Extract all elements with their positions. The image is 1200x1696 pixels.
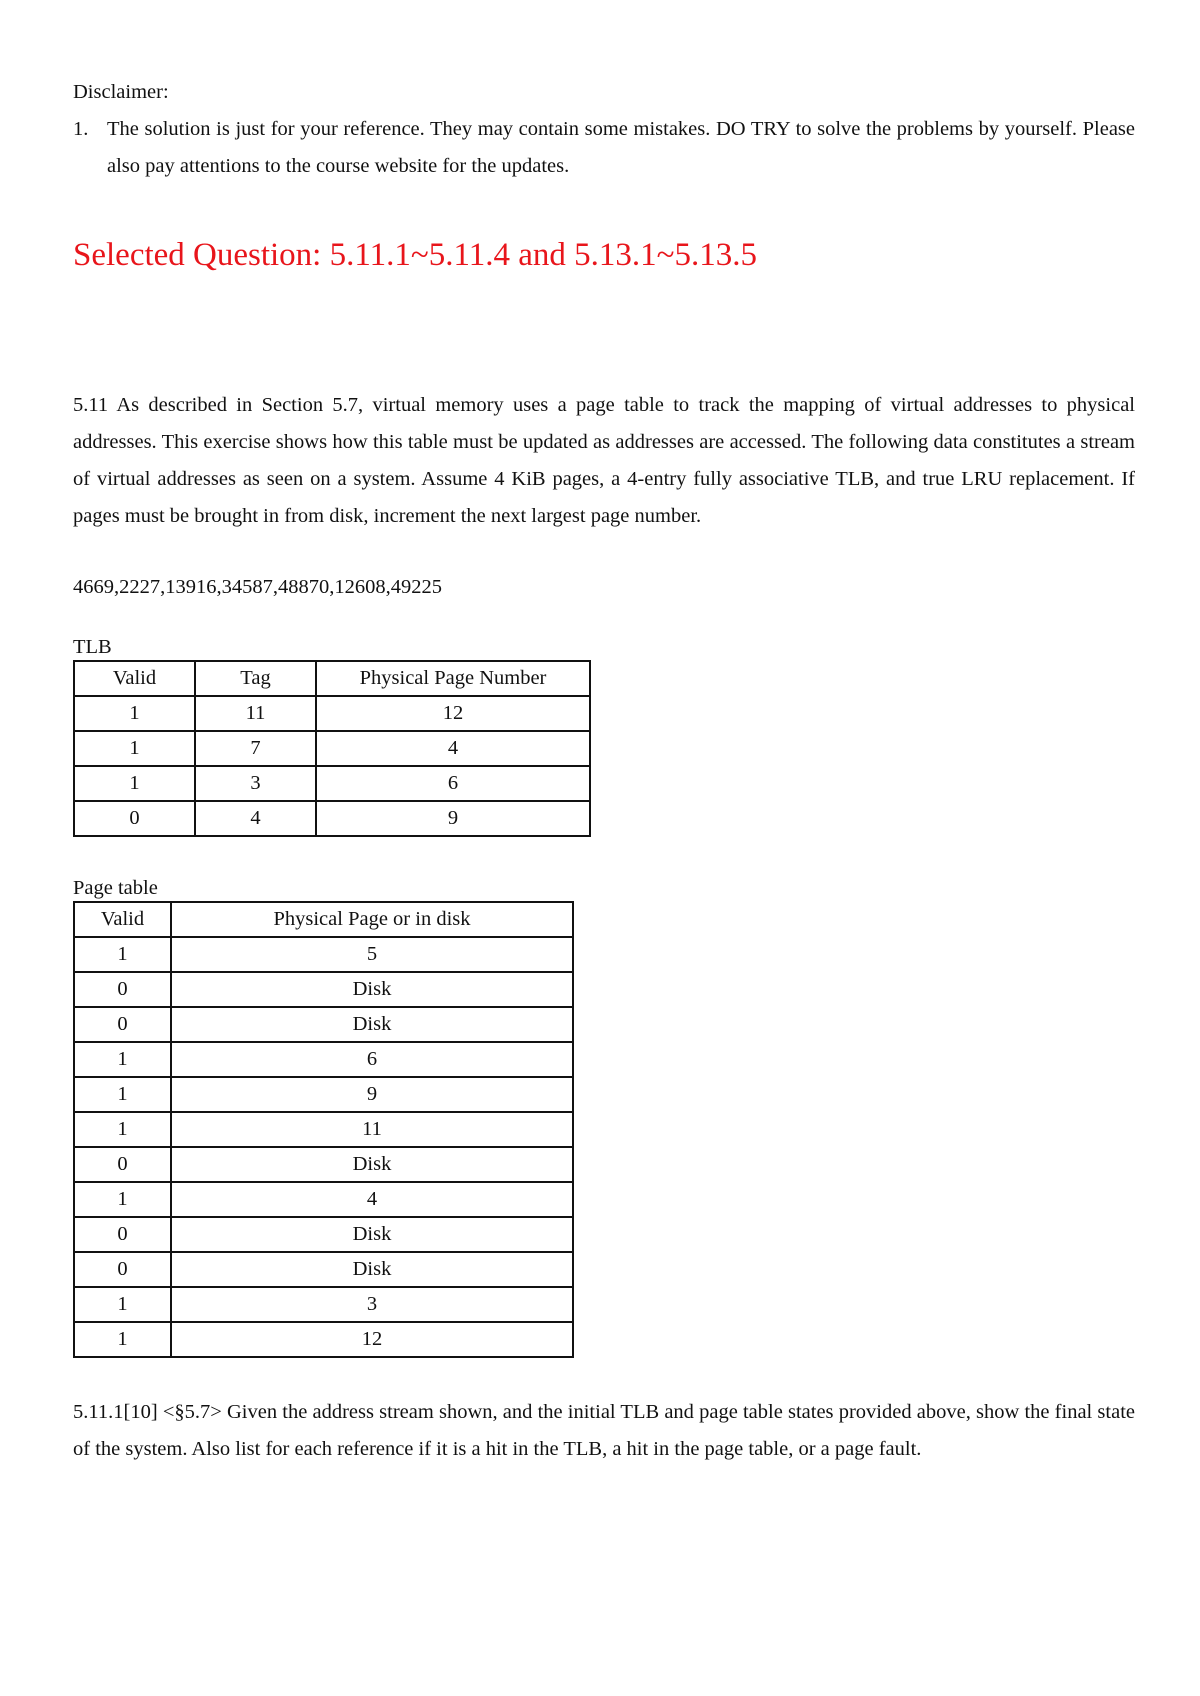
page-table-cell-valid: 0: [74, 1147, 171, 1182]
page-table-cell-valid: 0: [74, 972, 171, 1007]
page-table-cell-location: 11: [171, 1112, 573, 1147]
document-page: [73, 74, 1135, 1468]
page-table-cell-valid: 0: [74, 1252, 171, 1287]
page-table-row: [74, 1287, 573, 1322]
tlb-cell-valid: 1: [74, 766, 195, 801]
tlb-cell-ppn: 6: [316, 766, 590, 801]
page-table-row: [74, 1147, 573, 1182]
page-table-cell-location: Disk: [171, 1252, 573, 1287]
tlb-row: [74, 801, 590, 836]
page-table-cell-location: 12: [171, 1322, 573, 1357]
page-table-cell-location: 9: [171, 1077, 573, 1112]
page-table-cell-valid: 1: [74, 1077, 171, 1112]
page-table-header-location: Physical Page or in disk: [171, 902, 573, 937]
question-5-11-1: 5.11.1[10] <§5.7> Given the address stream shown, and the initial TLB and page table states provided above, show the final state of the system. Also list for each reference if it is a hit in the TLB, a hit in the page table, or a page fault.: [73, 1401, 1135, 1460]
page-table-cell-location: Disk: [171, 1217, 573, 1252]
page-table-header-valid: Valid: [74, 902, 171, 937]
page-table-cell-valid: 1: [74, 1182, 171, 1217]
page-table-cell-location: Disk: [171, 972, 573, 1007]
tlb-cell-ppn: 9: [316, 801, 590, 836]
page-table-cell-location: 3: [171, 1287, 573, 1322]
disclaimer-item-text: The solution is just for your reference. They may contain some mistakes. DO TRY to solve the problems by yourself. Please also pay attentions to the course website for the updates.: [107, 118, 1135, 177]
page-table-row: [74, 1042, 573, 1077]
page-table-cell-location: 6: [171, 1042, 573, 1077]
page-table-cell-valid: 1: [74, 1042, 171, 1077]
tlb-header-ppn: Physical Page Number: [316, 661, 590, 696]
tlb-cell-ppn: 4: [316, 731, 590, 766]
tlb-cell-valid: 1: [74, 731, 195, 766]
tlb-header-tag: Tag: [195, 661, 316, 696]
tlb-row: [74, 766, 590, 801]
page-table-cell-location: Disk: [171, 1007, 573, 1042]
page-table-cell-location: 5: [171, 937, 573, 972]
page-table-row: [74, 1077, 573, 1112]
page-table-row: [74, 972, 573, 1007]
tlb-label: TLB: [73, 636, 112, 658]
page-table-cell-valid: 1: [74, 1322, 171, 1357]
tlb-cell-tag: 11: [195, 696, 316, 731]
page-table: [73, 901, 574, 1358]
page-table-cell-valid: 0: [74, 1007, 171, 1042]
tlb-cell-tag: 7: [195, 731, 316, 766]
disclaimer-item: [73, 111, 1135, 185]
page-table-row: [74, 937, 573, 972]
tlb-header-valid: Valid: [74, 661, 195, 696]
page-table-cell-valid: 1: [74, 937, 171, 972]
page-table-header-row: [74, 902, 573, 937]
tlb-cell-valid: 0: [74, 801, 195, 836]
page-table-cell-valid: 1: [74, 1112, 171, 1147]
page-table-row: [74, 1252, 573, 1287]
page-table-cell-valid: 0: [74, 1217, 171, 1252]
tlb-table: [73, 660, 591, 837]
page-table-row: [74, 1217, 573, 1252]
tlb-header-row: [74, 661, 590, 696]
exercise-intro: 5.11 As described in Section 5.7, virtual memory uses a page table to track the mapping of virtual addresses to physical addresses. This exercise shows how this table must be updated as addresses are accessed. The following data constitutes a stream of virtual addresses as seen on a system. Assume 4 KiB pages, a 4-entry fully associative TLB, and true LRU replacement. If pages must be brought in from disk, increment the next largest page number.: [73, 394, 1135, 527]
page-table-row: [74, 1182, 573, 1217]
page-table-cell-valid: 1: [74, 1287, 171, 1322]
page-table-row: [74, 1112, 573, 1147]
page-table-row: [74, 1007, 573, 1042]
page-table-row: [74, 1322, 573, 1357]
tlb-row: [74, 731, 590, 766]
selected-question-heading: Selected Question: 5.11.1~5.11.4 and 5.13.1~5.13.5: [73, 237, 758, 273]
tlb-cell-ppn: 12: [316, 696, 590, 731]
disclaimer-title: Disclaimer:: [73, 81, 169, 103]
page-table-cell-location: 4: [171, 1182, 573, 1217]
tlb-cell-valid: 1: [74, 696, 195, 731]
disclaimer-item-number: 1.: [73, 118, 89, 140]
page-table-label: Page table: [73, 877, 158, 899]
page-table-cell-location: Disk: [171, 1147, 573, 1182]
tlb-cell-tag: 4: [195, 801, 316, 836]
tlb-row: [74, 696, 590, 731]
tlb-cell-tag: 3: [195, 766, 316, 801]
address-stream: 4669,2227,13916,34587,48870,12608,49225: [73, 576, 442, 598]
